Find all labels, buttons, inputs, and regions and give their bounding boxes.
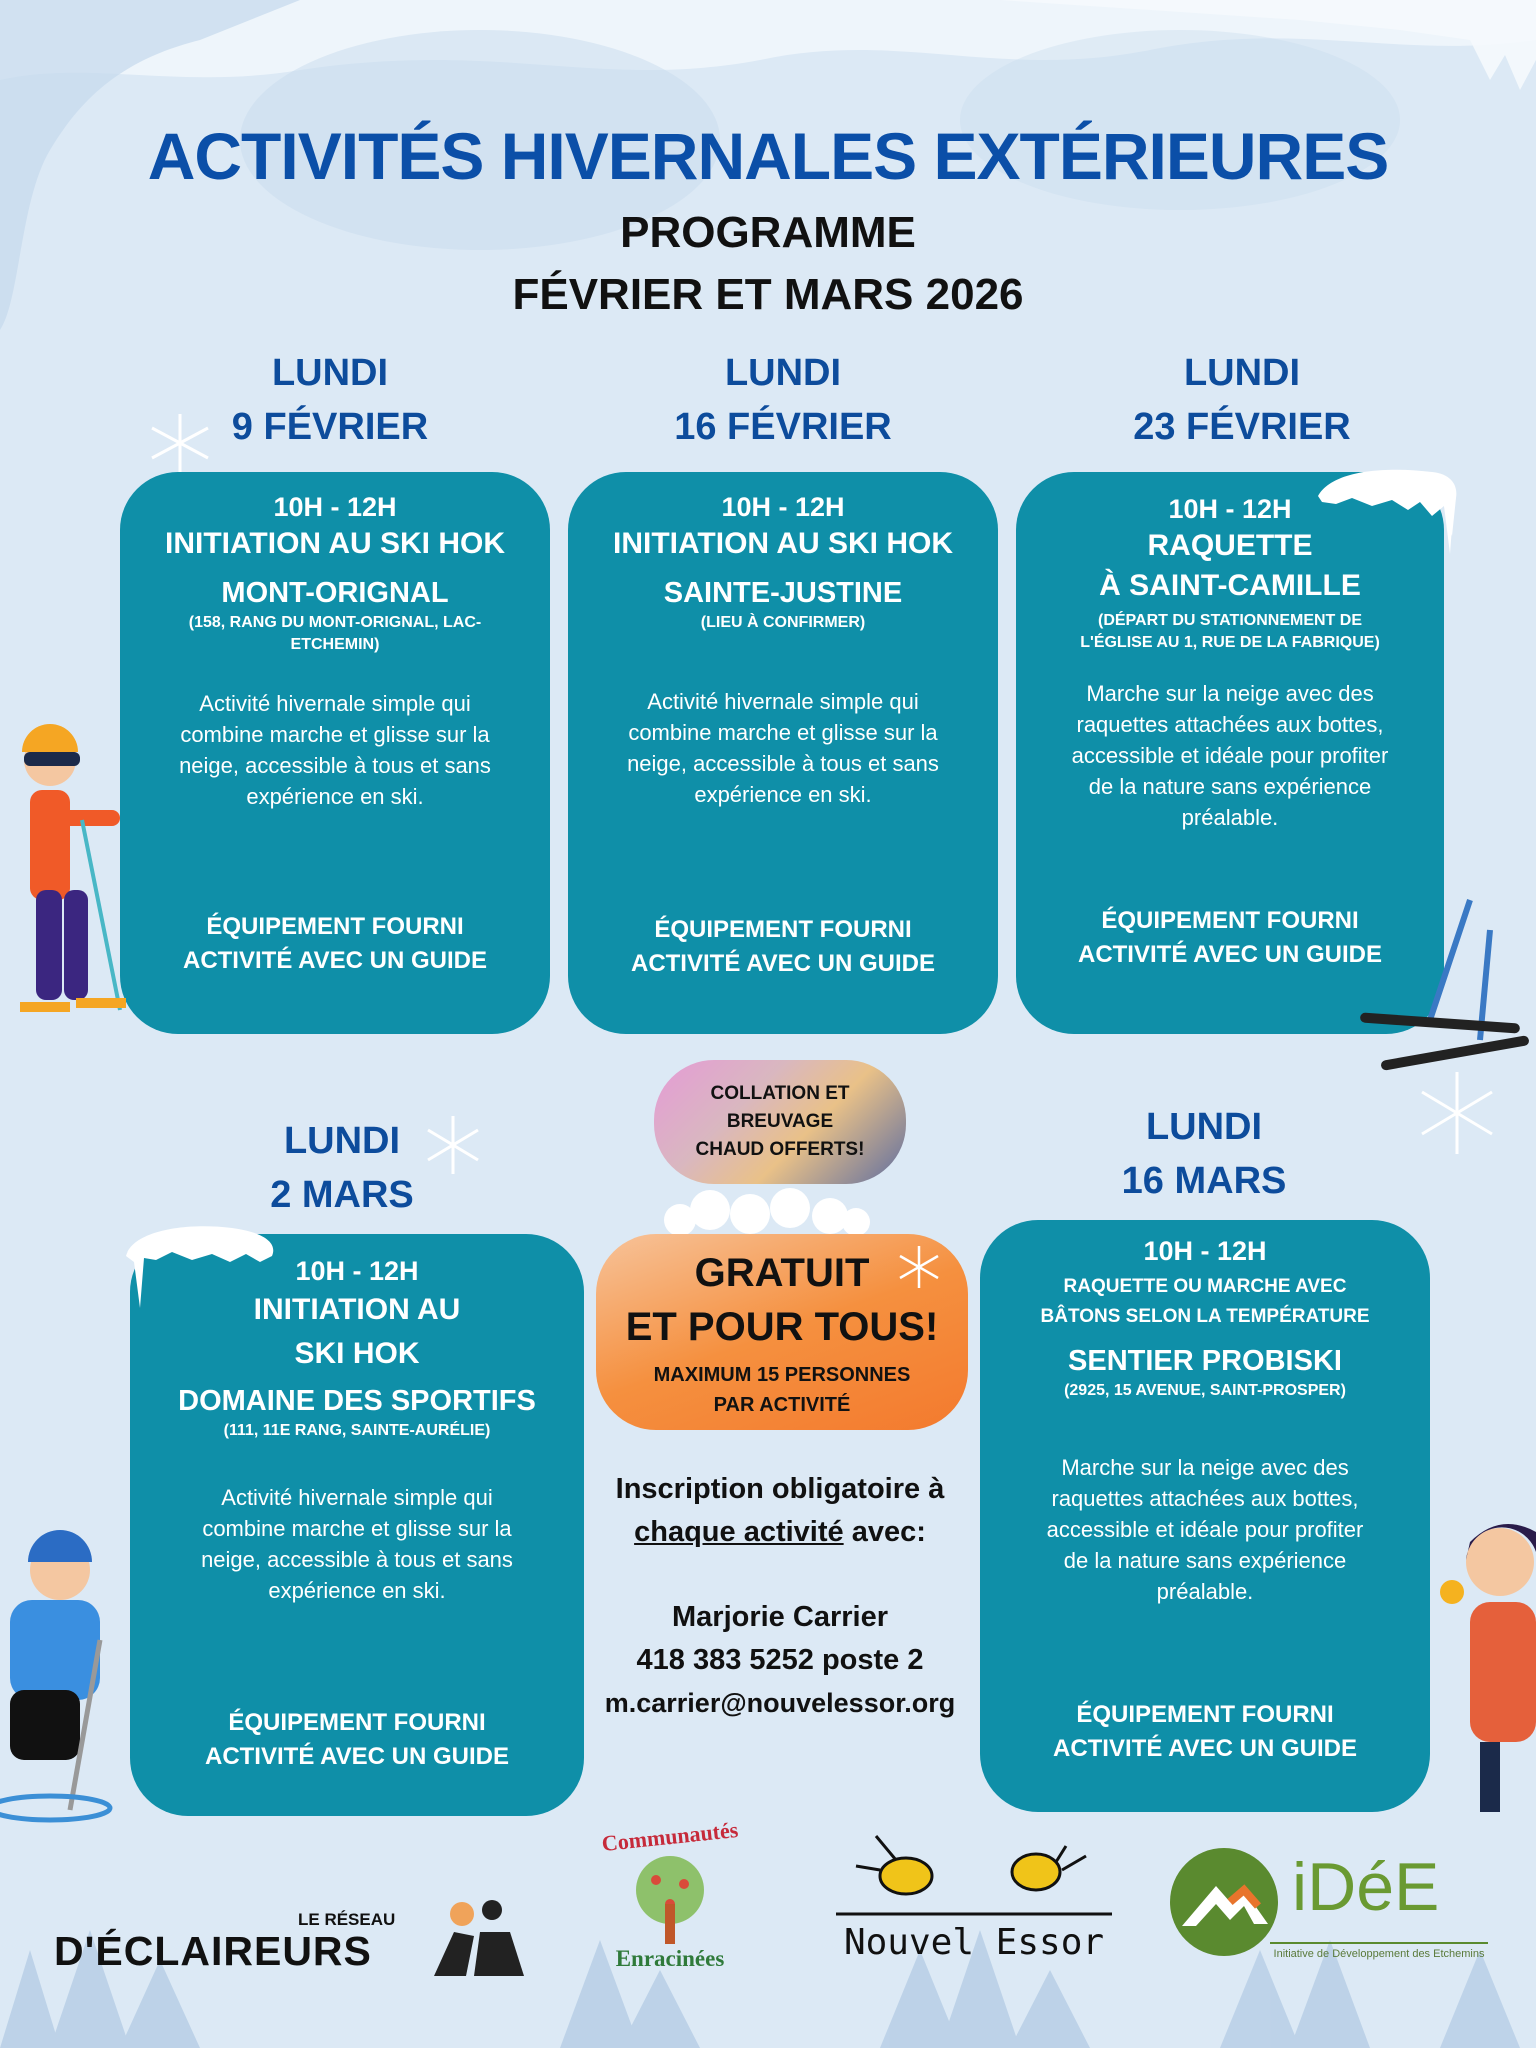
event-time: 10H - 12H: [273, 492, 397, 522]
snowshoer-illustration: [0, 1510, 130, 1830]
event-card-5: [980, 1220, 1430, 1812]
snow-pile-decoration: [650, 1186, 880, 1236]
event-activity: SKI HOK: [294, 1337, 420, 1370]
event-description: Activité hivernale simple qui combine marche et glisse sur la neige, accessible à tous et sans expérience en ski.: [201, 1485, 513, 1603]
registration-emphasis: chaque activité: [634, 1516, 844, 1548]
event-description: Activité hivernale simple qui combine marche et glisse sur la neige, accessible à tous et sans expérience en ski.: [179, 691, 491, 809]
event-description: Marche sur la neige avec des raquettes attachées aux bottes, accessible et idéale pour profiter de la nature sans expérience préalable.: [1046, 1455, 1364, 1604]
skis-illustration: [1360, 890, 1530, 1090]
communautes-enracinees-logo: Communautés Enracinées: [600, 1816, 740, 1971]
nouvel-essor-logo: Nouvel Essor: [836, 1826, 1112, 1976]
event-day-5: LUNDI 16 MARS: [1121, 1106, 1287, 1202]
page-title: ACTIVITÉS HIVERNALES EXTÉRIEURES: [147, 119, 1389, 193]
event-equipment: ÉQUIPEMENT FOURNI ACTIVITÉ AVEC UN GUIDE: [630, 916, 936, 977]
event-equipment: ÉQUIPEMENT FOURNI ACTIVITÉ AVEC UN GUIDE: [1052, 1701, 1358, 1762]
free-badge: GRATUIT ET POUR TOUS! MAXIMUM 15 PERSONNES PAR ACTIVITÉ: [596, 1234, 968, 1430]
event-location: SENTIER PROBISKI: [1068, 1345, 1342, 1377]
contact-phone: 418 383 5252 poste 2: [636, 1644, 924, 1676]
snowflake-icon: [896, 1244, 942, 1290]
event-location: DOMAINE DES SPORTIFS: [178, 1385, 536, 1417]
snack-badge: COLLATION ET BREUVAGE CHAUD OFFERTS!: [654, 1060, 906, 1184]
event-address: (2925, 15 AVENUE, SAINT-PROSPER): [1064, 1382, 1346, 1399]
event-day-2: LUNDI 16 FÉVRIER: [674, 352, 892, 448]
contact-email[interactable]: m.carrier@nouvelessor.org: [604, 1688, 956, 1718]
event-equipment: ÉQUIPEMENT FOURNI ACTIVITÉ AVEC UN GUIDE: [204, 1709, 510, 1770]
mountain-icon: [1168, 1846, 1280, 1958]
event-location: SAINTE-JUSTINE: [663, 577, 903, 609]
skier-illustration: [0, 690, 140, 1040]
event-card-1: [120, 472, 550, 1034]
event-activity: INITIATION AU SKI HOK: [165, 527, 505, 560]
event-activity: INITIATION AU: [253, 1293, 461, 1326]
event-location: MONT-ORIGNAL: [221, 577, 449, 609]
registration-info: [580, 1468, 980, 1725]
eclaireurs-logo: LE RÉSEAU D'ÉCLAIREURS: [54, 1896, 534, 1976]
birds-icon: [836, 1826, 1112, 1916]
registration-line: avec:: [843, 1516, 926, 1548]
event-time: 10H - 12H: [721, 492, 845, 522]
people-icon: [414, 1896, 534, 1976]
event-time: 10H - 12H: [1143, 1236, 1267, 1266]
event-activity: RAQUETTE: [1147, 529, 1313, 562]
event-day-3: LUNDI 23 FÉVRIER: [1133, 352, 1351, 448]
event-time: 10H - 12H: [295, 1256, 419, 1286]
event-day-1: LUNDI 9 FÉVRIER: [231, 352, 429, 448]
page-subtitle-program: PROGRAMME: [620, 208, 916, 257]
event-day-4: LUNDI 2 MARS: [270, 1120, 414, 1216]
idee-logo: iDéE Initiative de Développement des Etchemins: [1168, 1846, 1488, 1970]
event-equipment: ÉQUIPEMENT FOURNI ACTIVITÉ AVEC UN GUIDE: [1077, 907, 1383, 968]
event-equipment: ÉQUIPEMENT FOURNI ACTIVITÉ AVEC UN GUIDE: [182, 913, 488, 974]
event-description: Activité hivernale simple qui combine marche et glisse sur la neige, accessible à tous et sans expérience en ski.: [627, 689, 939, 807]
event-activity: INITIATION AU SKI HOK: [613, 527, 953, 560]
event-card-2: [568, 472, 998, 1034]
event-description: Marche sur la neige avec des raquettes attachées aux bottes, accessible et idéale pour profiter de la nature sans expérience préalable.: [1071, 681, 1389, 830]
page-subtitle-dates: FÉVRIER ET MARS 2026: [512, 270, 1024, 319]
snow-cap-decoration: [1312, 466, 1460, 558]
registration-line: Inscription obligatoire à: [615, 1473, 945, 1505]
event-address: (DÉPART DU STATIONNEMENT DE L'ÉGLISE AU 1, RUE DE LA FABRIQUE): [1080, 612, 1380, 651]
event-activity: RAQUETTE OU MARCHE AVEC BÂTONS SELON LA TEMPÉRATURE: [1040, 1276, 1370, 1327]
snow-cap-decoration: [122, 1222, 282, 1312]
event-card-4: [130, 1234, 584, 1816]
contact-name: Marjorie Carrier: [672, 1601, 888, 1633]
event-address: (111, 11E RANG, SAINTE-AURÉLIE): [223, 1422, 491, 1439]
event-activity: À SAINT-CAMILLE: [1099, 569, 1361, 602]
event-address: (158, RANG DU MONT-ORIGNAL, LAC-ETCHEMIN): [188, 614, 482, 653]
child-illustration: [1430, 1512, 1536, 1832]
tree-icon: [620, 1854, 720, 1944]
event-time: 10H - 12H: [1168, 494, 1292, 524]
event-address: (LIEU À CONFIRMER): [700, 614, 866, 631]
